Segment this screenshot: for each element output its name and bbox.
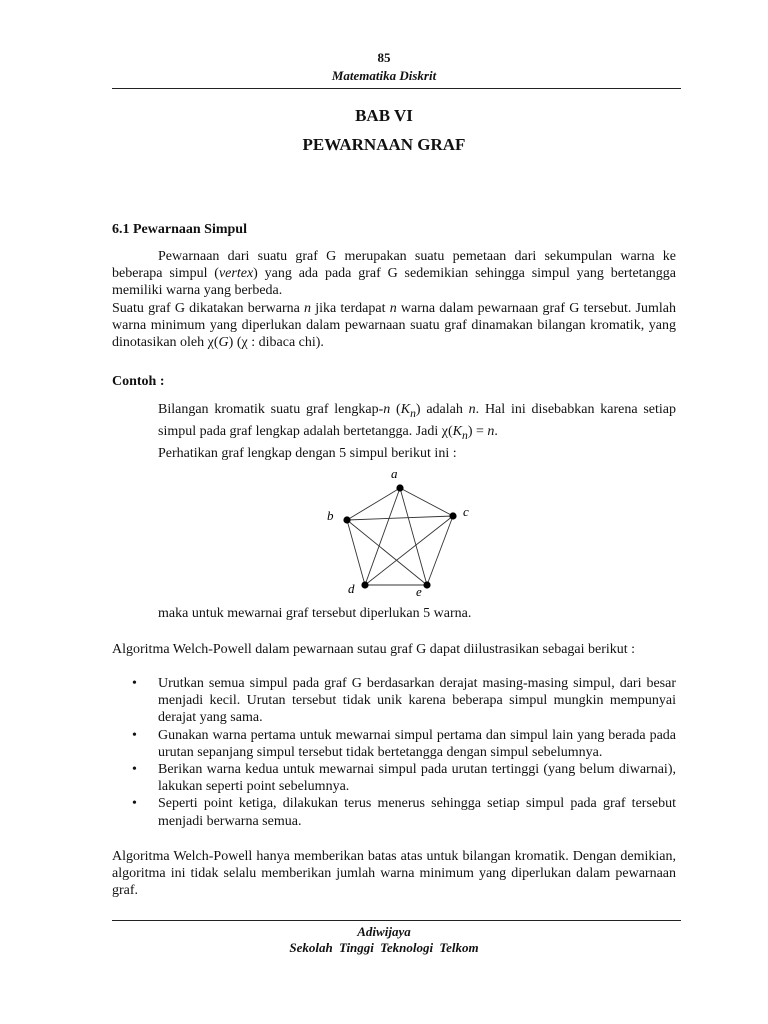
vertex-e: [423, 581, 430, 588]
graph-edges: [347, 488, 453, 585]
example-paragraph: Bilangan kromatik suatu graf lengkap-n $(K_n)$ adalah n. Hal ini disebabkan karena setiap simpul pada graf lengkap adalah bertetangga. Jadi $\chi(K_n) = n$. Perhatikan graf lengkap dengan 5 simpul berikut ini :: [158, 402, 676, 461]
algorithm-closing: Algoritma Welch-Powell hanya memberikan batas atas untuk bilangan kromatik. Dengan demikian, algoritma ini tidak selalu memberikan jumlah warna minimum yang diperlukan dalam pewarnaan graf.: [112, 849, 676, 899]
edge-a-d: [365, 488, 400, 585]
graph-vertices: [343, 484, 456, 588]
vertex-label-a: a: [391, 466, 398, 481]
algorithm-steps-list: [112, 675, 676, 830]
edge-a-e: [400, 488, 427, 585]
vertex-b: [343, 516, 350, 523]
footer-rule: [112, 920, 681, 921]
vertex-c: [449, 512, 456, 519]
vertex-label-e: e: [416, 584, 422, 599]
list-item: • Berikan warna kedua untuk mewarnai simpul pada urutan tertinggi (yang belum diwarnai), lakukan seperti point sebelumnya.: [132, 762, 676, 795]
bullet-icon: •: [132, 762, 137, 778]
vertex-label-c: c: [463, 504, 469, 519]
list-item: • Urutkan semua simpul pada graf G berdasarkan derajat masing-masing simpul, dari besar menjadi kecil. Urutan tersebut tidak unik karena beberapa simpul mungkin mempunyai derajat yang sama.: [132, 676, 676, 726]
edge-b-e: [347, 520, 427, 585]
vertex-a: [396, 484, 403, 491]
intro-paragraph: Pewarnaan dari suatu graf G merupakan suatu pemetaan dari sekumpulan warna ke beberapa simpul (vertex) yang ada pada graf G sedemikian sehingga simpul yang bertetangga memiliki warna yang berbeda. Suatu graf G dikatakan berwarna n jika terdapat n warna dalam pewarnaan graf G tersebut. Jumlah warna minimum yang diperlukan dalam pewarnaan suatu graf dinamakan bilangan kromatik, yang dinotasikan oleh χ(G) (χ : dibaca chi).: [112, 249, 676, 351]
complete-graph-k5-figure: [310, 462, 490, 602]
example-label: Contoh :: [112, 374, 165, 389]
edge-b-d: [347, 520, 365, 585]
bullet-icon: •: [132, 676, 137, 691]
bullet-icon: •: [132, 796, 137, 812]
header-rule: [112, 88, 681, 89]
chapter-title: PEWARNAAN GRAF: [302, 135, 466, 154]
vertex-label-d: d: [348, 581, 355, 596]
edge-a-b: [347, 488, 400, 520]
algorithm-intro: Algoritma Welch-Powell dalam pewarnaan sutau graf G dapat diilustrasikan sebagai berikut :: [112, 642, 636, 657]
edge-b-c: [347, 516, 453, 520]
vertex-label-b: b: [327, 508, 334, 523]
chapter-label: BAB VI: [355, 106, 413, 125]
example-caption: maka untuk mewarnai graf tersebut diperlukan 5 warna.: [158, 606, 472, 621]
page-number: 85: [377, 50, 391, 65]
edge-a-c: [400, 488, 453, 516]
running-header-course: Matematika Diskrit: [331, 68, 437, 83]
footer-institution: Sekolah Tinggi Teknologi Telkom: [289, 940, 479, 955]
chi-symbol: χ: [207, 335, 214, 351]
bullet-icon: •: [132, 727, 137, 743]
section-title: 6.1 Pewarnaan Simpul: [112, 222, 247, 237]
vertex-d: [361, 581, 368, 588]
footer-author: Adiwijaya: [357, 924, 411, 939]
list-item: • Seperti point ketiga, dilakukan terus menerus sehingga setiap simpul pada graf tersebut menjadi berwarna semua.: [132, 796, 676, 829]
list-item: • Gunakan warna pertama untuk mewarnai simpul pertama dan simpul lain yang berada pada urutan sepanjang simpul tersebut tidak bertetangga dengan simpul sebelumnya.: [132, 727, 676, 760]
